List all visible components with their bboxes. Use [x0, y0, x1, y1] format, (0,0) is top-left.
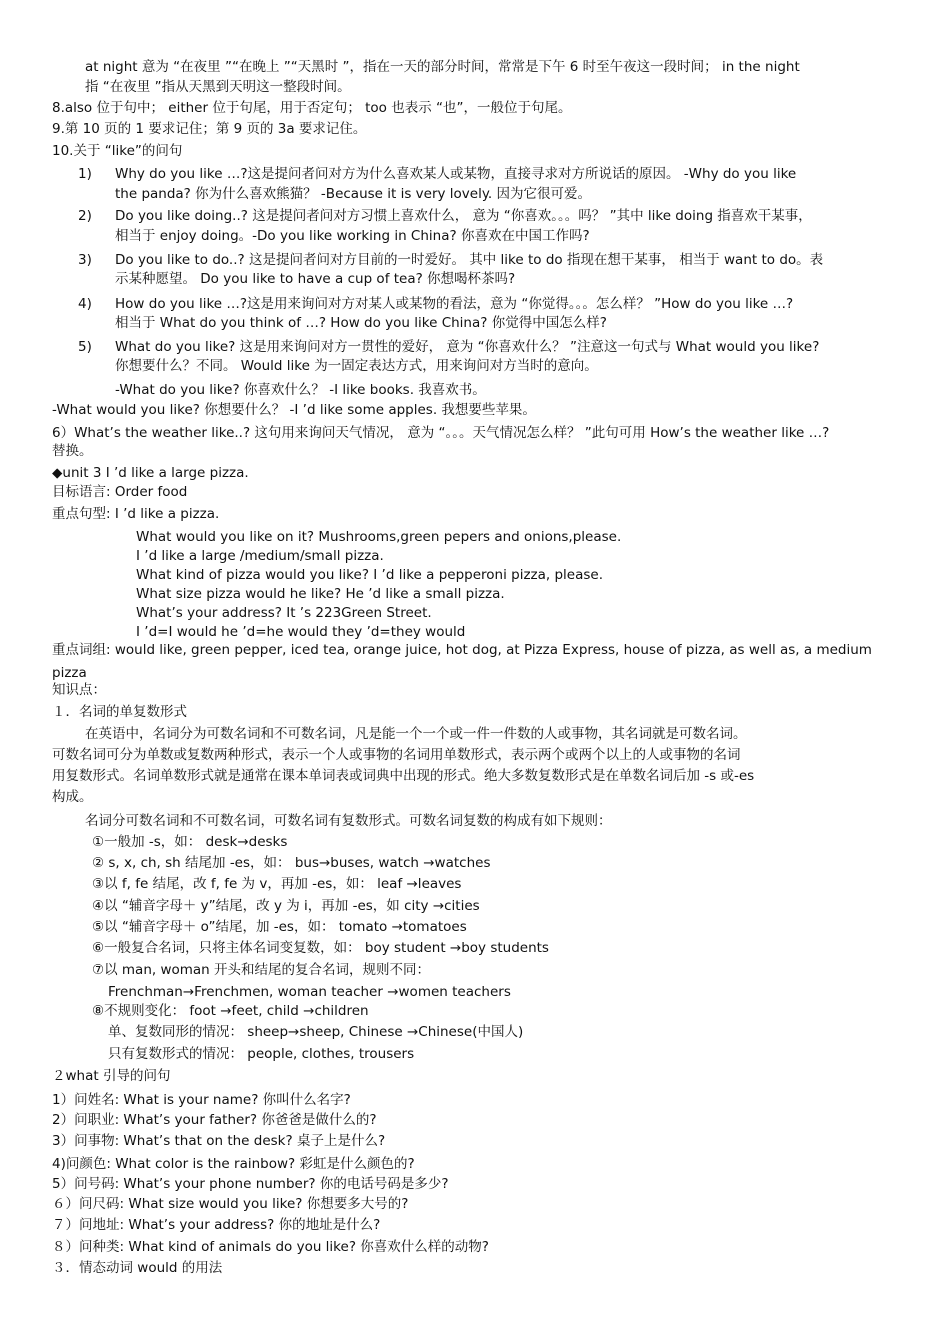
- text-line: 用复数形式。名词单数形式就是通常在课本单词表或词典中出现的形式。绝大多数复数形式是在单数名词后加 -s 或-es: [52, 768, 755, 784]
- text-line: ⑧不规则变化： foot →feet, child →children: [92, 1003, 369, 1019]
- text-line: 你想要什么？不同。 Would like 为一固定表达方式，用来询问对方当时的意向。: [115, 358, 598, 374]
- text-line: 2）问职业: What’s your father? 你爸爸是做什么的?: [52, 1112, 377, 1128]
- text-line: 4): [78, 296, 92, 312]
- text-line: What do you like? 这是用来询问对方一贯性的爱好， 意为 “你喜欢什么？ ”注意这一句式与 What would you like?: [115, 339, 820, 355]
- text-line: 构成。: [52, 789, 93, 805]
- text-line: ３．情态动词 would 的用法: [52, 1260, 223, 1276]
- text-line: 名词分可数名词和不可数名词，可数名词有复数形式。可数名词复数的构成有如下规则：: [85, 813, 612, 829]
- text-line: 在英语中，名词分为可数名词和不可数名词，凡是能一个一个或一件一件数的人或事物，其名词就是可数名词。: [85, 726, 747, 742]
- text-line: I ’d like a large /medium/small pizza.: [136, 548, 384, 564]
- text-line: 指 “在夜里 ”指从天黑到天明这一整段时间。: [85, 79, 351, 95]
- text-line: ◆unit 3 I ’d like a large pizza.: [52, 465, 249, 481]
- text-line: １．名词的单复数形式: [52, 704, 187, 720]
- text-line: 5): [78, 339, 92, 355]
- text-line: What size pizza would he like? He ’d like a small pizza.: [136, 586, 505, 602]
- text-line: ④以 “辅音字母＋ y”结尾，改 y 为 i，再加 -es，如 city →cities: [92, 898, 480, 914]
- text-line: at night 意为 “在夜里 ”“在晚上 ”“天黑时 ”，指在一天的部分时间，常常是下午 6 时至午夜这一段时间； in the night: [85, 59, 800, 75]
- text-line: pizza: [52, 665, 87, 681]
- text-line: ①一般加 -s，如： desk→desks: [92, 834, 288, 850]
- text-line: 目标语言: Order food: [52, 484, 188, 500]
- text-line: ６）问尺码: What size would you like? 你想要多大号的?: [52, 1196, 409, 1212]
- text-line: What’s your address? It ’s 223Green Street.: [136, 605, 432, 621]
- text-line: 10.关于 “like”的问句: [52, 143, 183, 159]
- text-line: 9.第 10 页的 1 要求记住；第 9 页的 3a 要求记住。: [52, 121, 367, 137]
- text-line: Why do you like …?这是提问者问对方为什么喜欢某人或某物，直接寻求对方所说话的原因。 -Why do you like: [115, 166, 797, 182]
- text-line: ⑦以 man, woman 开头和结尾的复合名词，规则不同：: [92, 962, 431, 978]
- text-line: 2): [78, 208, 92, 224]
- text-line: Do you like doing..? 这是提问者问对方习惯上喜欢什么， 意为 “你喜欢。。。吗？ ”其中 like doing 指喜欢干某事，: [115, 208, 812, 224]
- text-line: How do you like …?这是用来询问对方对某人或某物的看法，意为 “你觉得。。。怎么样？ ”How do you like …?: [115, 296, 794, 312]
- text-line: 3): [78, 252, 92, 268]
- text-line: ⑤以 “辅音字母＋ o”结尾，加 -es，如： tomato →tomatoes: [92, 919, 467, 935]
- text-line: -What do you like? 你喜欢什么？ -I like books. 我喜欢书。: [115, 382, 486, 398]
- text-line: 相当于 What do you think of …? How do you like China? 你觉得中国怎么样?: [115, 315, 607, 331]
- text-line: 知识点：: [52, 682, 106, 698]
- text-line: 1）问姓名: What is your name? 你叫什么名字?: [52, 1092, 351, 1108]
- text-line: ２what 引导的问句: [52, 1068, 171, 1084]
- text-line: 1): [78, 166, 92, 182]
- text-line: I ’d=I would he ’d=he would they ’d=they would: [136, 624, 466, 640]
- text-line: ８）问种类: What kind of animals do you like? 你喜欢什么样的动物?: [52, 1239, 489, 1255]
- text-line: -What would you like? 你想要什么？ -I ’d like some apples. 我想要些苹果。: [52, 402, 536, 418]
- text-line: Do you like to do..? 这是提问者问对方目前的一时爱好。 其中 like to do 指现在想干某事， 相当于 want to do。表: [115, 252, 824, 268]
- text-line: 重点句型: I ’d like a pizza.: [52, 506, 220, 522]
- text-line: 4)问颜色: What color is the rainbow? 彩虹是什么颜色的?: [52, 1156, 415, 1172]
- text-line: ７）问地址: What’s your address? 你的地址是什么?: [52, 1217, 381, 1233]
- text-line: 重点词组: would like, green pepper, iced tea, orange juice, hot dog, at Pizza Express, house of pizza, as well as, a medium: [52, 642, 872, 658]
- text-line: the panda? 你为什么喜欢熊猫？ -Because it is very lovely. 因为它很可爱。: [115, 186, 591, 202]
- text-line: ⑥一般复合名词，只将主体名词变复数，如： boy student →boy students: [92, 940, 549, 956]
- text-line: 只有复数形式的情况： people, clothes, trousers: [108, 1046, 415, 1062]
- text-line: 替换。: [52, 443, 93, 459]
- text-line: What would you like on it? Mushrooms,green pepers and onions,please.: [136, 529, 622, 545]
- text-line: Frenchman→Frenchmen, woman teacher →women teachers: [108, 984, 511, 1000]
- text-line: What kind of pizza would you like? I ’d like a pepperoni pizza, please.: [136, 567, 604, 583]
- text-line: 5）问号码: What’s your phone number? 你的电话号码是多少?: [52, 1176, 449, 1192]
- text-line: 相当于 enjoy doing。-Do you like working in China? 你喜欢在中国工作吗?: [115, 228, 590, 244]
- text-line: ② s, x, ch, sh 结尾加 -es，如： bus→buses, watch →watches: [92, 855, 491, 871]
- text-line: 可数名词可分为单数或复数两种形式，表示一个人或事物的名词用单数形式，表示两个或两个以上的人或事物的名词: [52, 747, 741, 763]
- text-line: 单、复数同形的情况： sheep→sheep, Chinese →Chinese(中国人): [108, 1024, 524, 1040]
- text-line: ③以 f, fe 结尾，改 f, fe 为 v，再加 -es，如： leaf →leaves: [92, 876, 462, 892]
- text-line: 6）What’s the weather like..? 这句用来询问天气情况， 意为 “。。。天气情况怎么样？ ”此句可用 How’s the weather like …?: [52, 425, 830, 441]
- text-line: 8.also 位于句中； either 位于句尾，用于否定句； too 也表示 “也”，一般位于句尾。: [52, 100, 572, 116]
- text-line: 3）问事物: What’s that on the desk? 桌子上是什么?: [52, 1133, 386, 1149]
- text-line: 示某种愿望。 Do you like to have a cup of tea? 你想喝杯茶吗?: [115, 271, 516, 287]
